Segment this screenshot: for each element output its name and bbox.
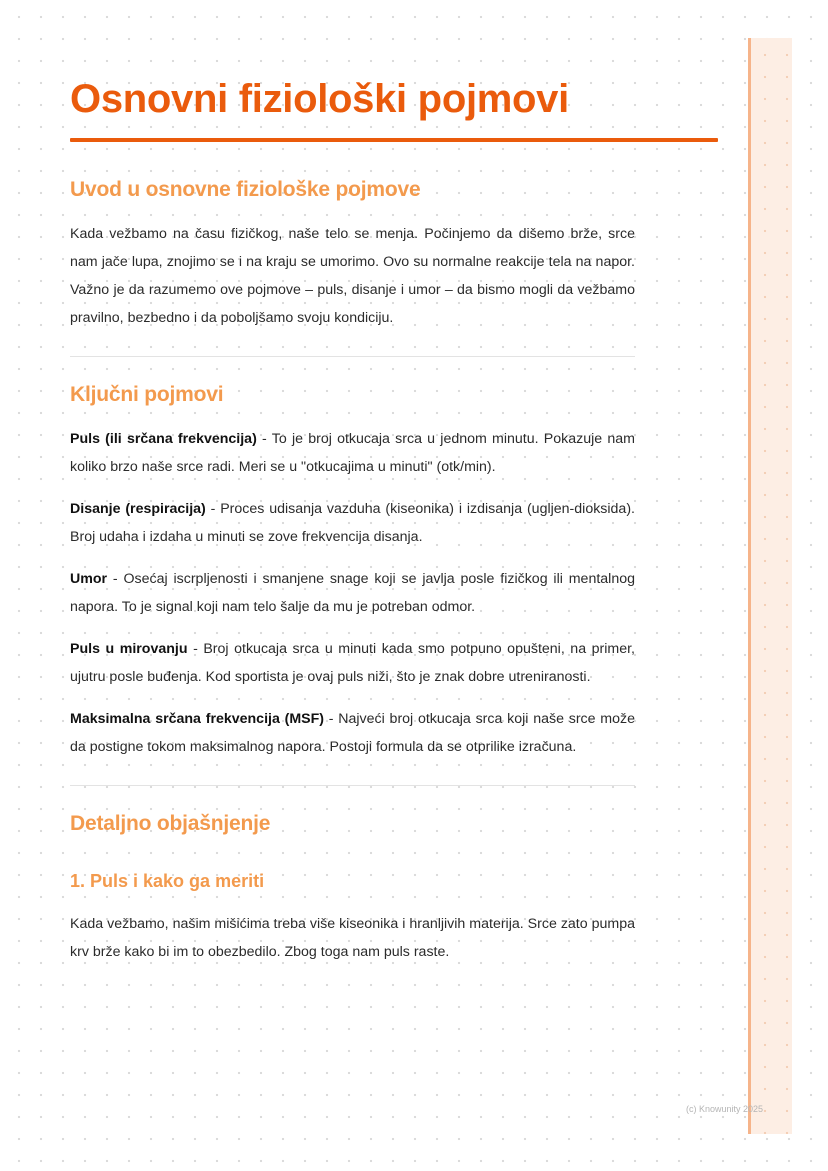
section-divider <box>70 785 635 786</box>
term-label: Disanje (respiracija) <box>70 501 206 517</box>
page-title: Osnovni fiziološki pojmovi <box>70 77 569 121</box>
key-terms-heading: Ključni pojmovi <box>70 383 224 406</box>
term-definition: - To je broj otkucaja srca u jednom minutu. Pokazuje nam koliko brzo naše srce radi. Meri se u "otkucajima u minuti" (otk/min). <box>70 431 635 475</box>
term-item-resting-pulse <box>70 635 635 691</box>
term-definition: - Broj otkucaja srca u minuti kada smo potpuno opušteni, na primer, ujutru posle buđenja. Kod sportista je ovaj puls niži, što je znak dobre utreniranosti. <box>70 641 635 685</box>
key-terms-section <box>70 381 635 761</box>
copyright-footer: (c) Knowunity 2025 <box>686 1104 764 1114</box>
detail-paragraph: Kada vežbamo, našim mišićima treba više kiseonika i hranljivih materija. Srce zato pumpa krv brže kako bi im to obezbedilo. Zbog toga nam puls raste. <box>70 916 635 960</box>
detail-heading: Detaljno objašnjenje <box>70 812 271 835</box>
detail-subheading: 1. Puls i kako ga meriti <box>70 871 265 891</box>
term-item-max-heart-rate <box>70 705 635 761</box>
term-item-pulse <box>70 425 635 481</box>
term-label: Puls (ili srčana frekvencija) <box>70 431 257 447</box>
term-label: Umor <box>70 571 108 587</box>
side-decoration-band <box>748 38 792 1134</box>
side-decoration-line <box>748 38 751 1134</box>
term-item-breathing <box>70 495 635 551</box>
intro-paragraph: Kada vežbamo na času fizičkog, naše telo se menja. Počinjemo da dišemo brže, srce nam jače lupa, znojimo se i na kraju se umorimo. Ovo su normalne reakcije tela na napor. Važno je da razumemo ove pojmove – puls, disanje i umor – da bismo mogli da vežbamo pravilno, bezbedno i da poboljšamo svoju kondiciju. <box>70 226 635 326</box>
detail-section <box>70 810 635 966</box>
term-label: Maksimalna srčana frekvencija (MSF) <box>70 711 325 727</box>
intro-section <box>70 176 635 332</box>
term-definition: - Proces udisanja vazduha (kiseonika) i izdisanja (ugljen-dioksida). Broj udaha i izdaha u minuti se zove frekvencija disanja. <box>70 501 635 545</box>
term-item-fatigue <box>70 565 635 621</box>
document-content <box>70 70 635 966</box>
title-underline <box>70 138 718 142</box>
section-divider <box>70 356 635 357</box>
term-label: Puls u mirovanju <box>70 641 188 657</box>
intro-heading: Uvod u osnovne fiziološke pojmove <box>70 178 421 201</box>
term-definition: - Najveći broj otkucaja srca koji naše srce može da postigne tokom maksimalnog napora. Postoji formula da se otprilike izračuna. <box>70 711 635 755</box>
term-definition: - Osećaj iscrpljenosti i smanjene snage koji se javlja posle fizičkog ili mentalnog napora. To je signal koji nam telo šalje da mu je potreban odmor. <box>70 571 635 615</box>
